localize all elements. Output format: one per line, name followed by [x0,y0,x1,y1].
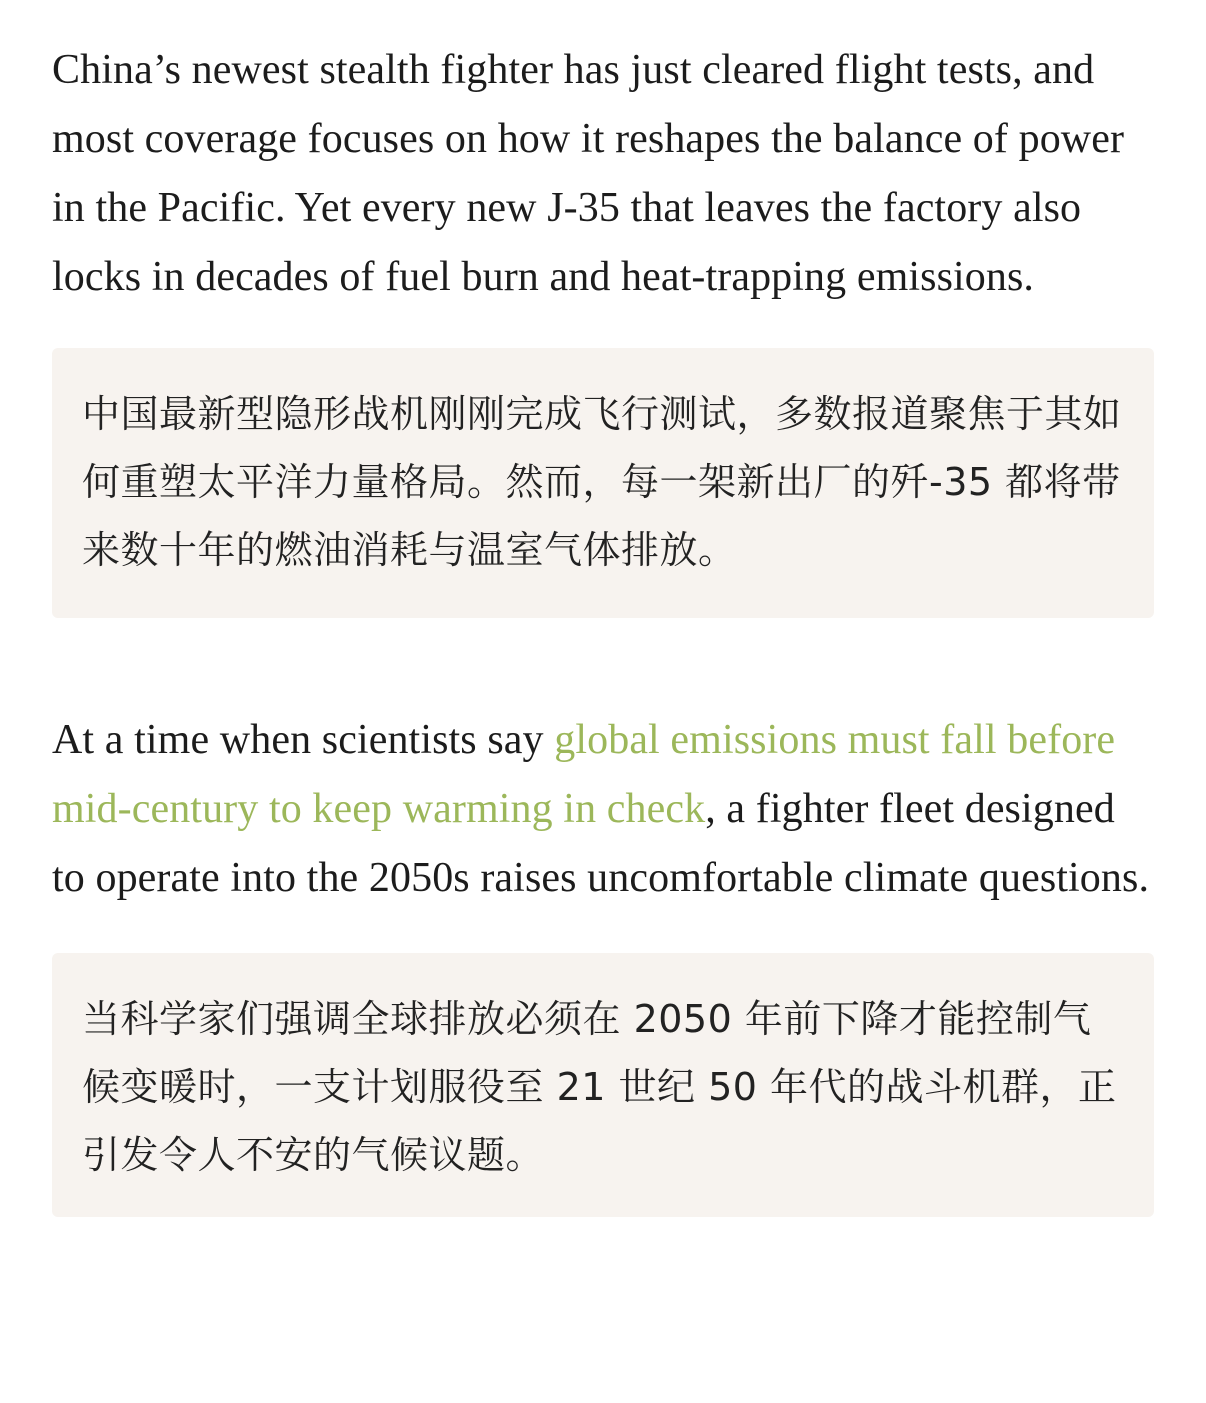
english-paragraph-1: China’s newest stealth fighter has just cleared flight tests, and most coverage focuses on how it reshapes the balance of power in the Pacific. Yet every new J-35 that leaves the factory also locks in decades of fuel burn and heat-trapping emissions. [52,47,1125,300]
article-body [52,0,1154,1217]
chinese-paragraph-1: 中国最新型隐形战机刚刚完成飞行测试，多数报道聚焦于其如何重塑太平洋力量格局。然而，每一架新出厂的歼-35 都将带来数十年的燃油消耗与温室气体排放。 [82,392,1122,572]
emissions-link[interactable]: global emissions must fall before mid-century to keep warming in check [52,717,1116,832]
paragraph-2-text-before-link: At a time when scientists say [52,717,555,763]
translation-block-1 [52,348,1154,618]
english-paragraph-2 [52,706,1154,913]
chinese-paragraph-2: 当科学家们强调全球排放必须在 2050 年前下降才能控制气候变暖时，一支计划服役至 21 世纪 50 年代的战斗机群，正引发令人不安的气候议题。 [82,997,1117,1177]
translation-block-2 [52,953,1154,1217]
paragraph-2-text-after-link: , a fighter fleet designed to operate into the 2050s raises uncomfortable climate questions. [52,786,1150,901]
